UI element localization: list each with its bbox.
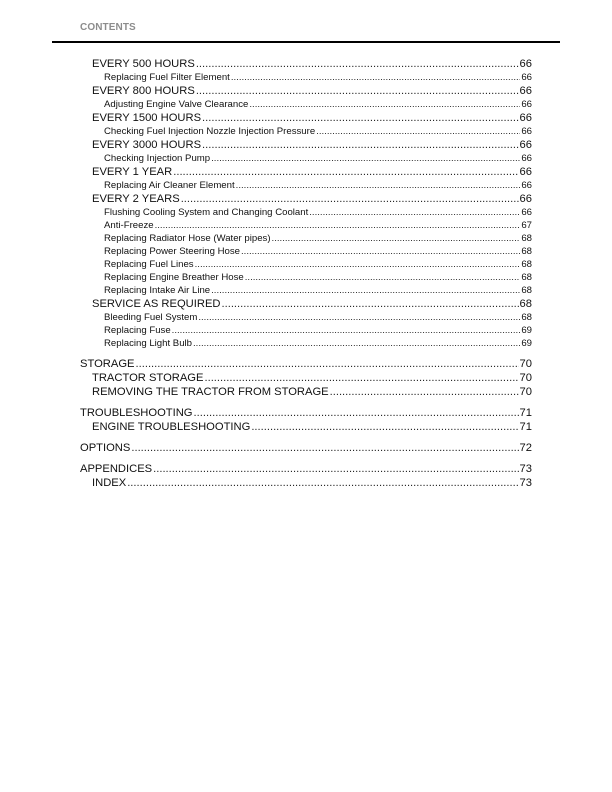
- toc-entry-label: Replacing Fuel Filter Element: [104, 72, 230, 83]
- dot-leader: [249, 99, 520, 110]
- toc-entry-page-number: 72: [519, 442, 532, 454]
- toc-entry-page-number: 70: [519, 358, 532, 370]
- toc-entry[interactable]: [92, 112, 532, 124]
- toc-entry-page-number: 66: [519, 112, 532, 124]
- toc-entry-page-number: 66: [521, 207, 532, 218]
- toc-entry[interactable]: [92, 421, 532, 433]
- dot-leader: [251, 421, 518, 433]
- header-rule: [52, 41, 560, 43]
- toc-entry[interactable]: [80, 463, 532, 475]
- toc-entry-page-number: 66: [519, 139, 532, 151]
- toc-entry-label: Checking Fuel Injection Nozzle Injection Pressure: [104, 126, 316, 137]
- toc-entry-page-number: 68: [521, 246, 532, 257]
- dot-leader: [173, 166, 518, 178]
- dot-leader: [211, 153, 520, 164]
- toc-entry-label: EVERY 3000 HOURS: [92, 139, 202, 151]
- toc-entry[interactable]: [92, 139, 532, 151]
- toc-entry[interactable]: [104, 325, 532, 336]
- toc-entry-page-number: 70: [519, 386, 532, 398]
- dot-leader: [181, 193, 519, 205]
- toc-entry-page-number: 69: [521, 325, 532, 336]
- toc-entry[interactable]: [104, 126, 532, 137]
- toc-entry-label: Adjusting Engine Valve Clearance: [104, 99, 249, 110]
- toc-entry-page-number: 66: [521, 72, 532, 83]
- toc-entry[interactable]: [104, 259, 532, 270]
- toc-entry-label: Replacing Light Bulb: [104, 338, 193, 349]
- toc-entry[interactable]: [92, 298, 532, 310]
- toc-entry-label: EVERY 1500 HOURS: [92, 112, 202, 124]
- dot-leader: [136, 358, 519, 370]
- toc-entry-page-number: 73: [519, 477, 532, 489]
- toc-entry-label: OPTIONS: [80, 442, 131, 454]
- toc-entry-page-number: 68: [521, 259, 532, 270]
- toc-entry-page-number: 66: [521, 180, 532, 191]
- toc-entry[interactable]: [104, 207, 532, 218]
- toc-entry-page-number: 71: [519, 421, 532, 433]
- toc-entry-label: EVERY 800 HOURS: [92, 85, 195, 97]
- toc-entry[interactable]: [104, 153, 532, 164]
- toc-entry-page-number: 71: [519, 407, 532, 419]
- dot-leader: [127, 477, 518, 489]
- toc-entry[interactable]: [104, 180, 532, 191]
- dot-leader: [211, 285, 520, 296]
- dot-leader: [193, 338, 520, 349]
- dot-leader: [195, 259, 521, 270]
- toc-entry-label: SERVICE AS REQUIRED: [92, 298, 221, 310]
- running-header-title: CONTENTS: [80, 22, 136, 33]
- toc-entry-page-number: 73: [519, 463, 532, 475]
- dot-leader: [196, 85, 519, 97]
- dot-leader: [309, 207, 520, 218]
- dot-leader: [222, 298, 519, 310]
- toc-entry[interactable]: [104, 99, 532, 110]
- toc-entry-page-number: 68: [521, 312, 532, 323]
- toc-entry[interactable]: [104, 246, 532, 257]
- dot-leader: [202, 139, 519, 151]
- toc-entry-label: Replacing Intake Air Line: [104, 285, 211, 296]
- dot-leader: [131, 442, 518, 454]
- toc-entry-page-number: 66: [519, 58, 532, 70]
- toc-entry-label: APPENDICES: [80, 463, 153, 475]
- toc-entry-label: Checking Injection Pump: [104, 153, 211, 164]
- toc-entry-label: Replacing Engine Breather Hose: [104, 272, 244, 283]
- toc-entry-label: REMOVING THE TRACTOR FROM STORAGE: [92, 386, 329, 398]
- toc-entry-page-number: 66: [519, 85, 532, 97]
- toc-entry-page-number: 68: [519, 298, 532, 310]
- dot-leader: [202, 112, 519, 124]
- toc-entry-page-number: 68: [521, 272, 532, 283]
- dot-leader: [198, 312, 520, 323]
- dot-leader: [153, 463, 518, 475]
- toc-entry-page-number: 67: [521, 220, 532, 231]
- dot-leader: [245, 272, 521, 283]
- toc-entry-label: EVERY 1 YEAR: [92, 166, 173, 178]
- toc-entry-label: Flushing Cooling System and Changing Coolant: [104, 207, 309, 218]
- dot-leader: [231, 72, 520, 83]
- toc-entry[interactable]: [92, 477, 532, 489]
- toc-entry-label: INDEX: [92, 477, 127, 489]
- toc-entry[interactable]: [104, 312, 532, 323]
- toc-entry-label: TROUBLESHOOTING: [80, 407, 193, 419]
- toc-entry-label: EVERY 2 YEARS: [92, 193, 180, 205]
- toc-entry[interactable]: [104, 338, 532, 349]
- toc-entry[interactable]: [92, 386, 532, 398]
- dot-leader: [194, 407, 519, 419]
- toc-entry[interactable]: [80, 442, 532, 454]
- toc-entry-page-number: 70: [519, 372, 532, 384]
- toc-entry[interactable]: [92, 372, 532, 384]
- toc-entry[interactable]: [92, 85, 532, 97]
- toc-entry[interactable]: [104, 233, 532, 244]
- toc-entry-page-number: 69: [521, 338, 532, 349]
- toc-entry[interactable]: [104, 220, 532, 231]
- toc-entry[interactable]: [104, 285, 532, 296]
- dot-leader: [316, 126, 520, 137]
- toc-entry-label: Replacing Power Steering Hose: [104, 246, 240, 257]
- dot-leader: [172, 325, 521, 336]
- toc-entry-label: STORAGE: [80, 358, 135, 370]
- toc-entry[interactable]: [92, 166, 532, 178]
- toc-entry-label: Replacing Air Cleaner Element: [104, 180, 235, 191]
- dot-leader: [236, 180, 521, 191]
- toc-entry-page-number: 66: [521, 126, 532, 137]
- toc-entry-page-number: 66: [519, 166, 532, 178]
- dot-leader: [272, 233, 521, 244]
- toc-entry-label: Anti-Freeze: [104, 220, 154, 231]
- toc-entry-label: Replacing Fuse: [104, 325, 171, 336]
- toc-entry-page-number: 68: [521, 285, 532, 296]
- toc-entry-label: ENGINE TROUBLESHOOTING: [92, 421, 251, 433]
- toc-entry-label: Replacing Fuel Lines: [104, 259, 194, 270]
- toc-entry-page-number: 66: [521, 99, 532, 110]
- dot-leader: [204, 372, 518, 384]
- toc-entry[interactable]: [80, 358, 532, 370]
- toc-entry[interactable]: [92, 193, 532, 205]
- toc-entry[interactable]: [104, 72, 532, 83]
- dot-leader: [330, 386, 519, 398]
- toc-entry[interactable]: [92, 58, 532, 70]
- toc-entry[interactable]: [104, 272, 532, 283]
- toc-entry-label: Bleeding Fuel System: [104, 312, 198, 323]
- toc-entry-page-number: 68: [521, 233, 532, 244]
- toc-entry-label: TRACTOR STORAGE: [92, 372, 204, 384]
- toc-entry-page-number: 66: [519, 193, 532, 205]
- dot-leader: [196, 58, 519, 70]
- dot-leader: [155, 220, 521, 231]
- toc-entry[interactable]: [80, 407, 532, 419]
- toc-entry-label: Replacing Radiator Hose (Water pipes): [104, 233, 271, 244]
- toc-entry-page-number: 66: [521, 153, 532, 164]
- toc-entry-label: EVERY 500 HOURS: [92, 58, 195, 70]
- dot-leader: [241, 246, 520, 257]
